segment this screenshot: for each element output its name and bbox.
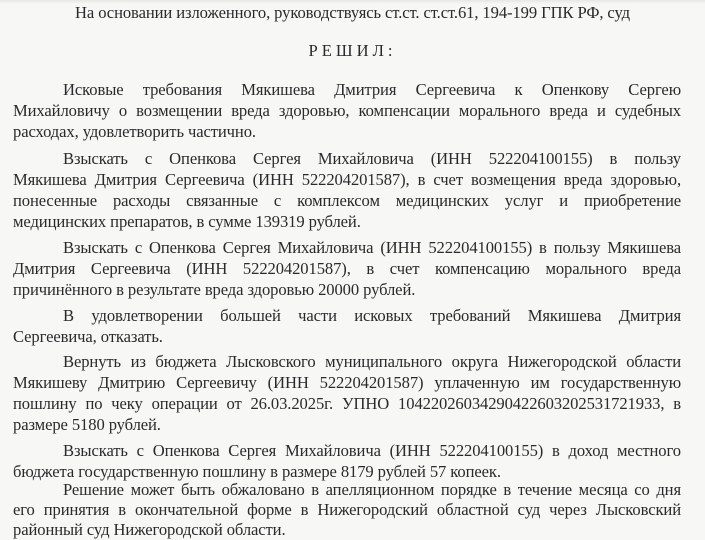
paragraph-4-line-1: В удовлетворении большей части исковых требований Мякишева Дмитрия (63, 306, 681, 325)
paragraph-5-line-1: Вернуть из бюджета Лысковского муниципального округа Нижегородской области (63, 352, 681, 371)
paragraph-2-line-4: медицинских препаратов, в сумме 139319 рублей. (13, 212, 361, 231)
paragraph-6-line-2: бюджета государственную пошлину в размере 8179 рублей 57 копеек. (13, 462, 501, 481)
paragraph-5-line-2: Мякишеву Дмитрию Сергеевичу (ИНН 522204201587) уплаченную им государственную (13, 373, 681, 392)
paragraph-3-line-1: Взыскать с Опенкова Сергея Михайловича (ИНН 522204100155) в пользу Мякишева (63, 238, 681, 257)
intro-line: На основании изложенного, руководствуясь ст.ст. ст.ст.61, 194-199 ГПК РФ, суд (75, 3, 630, 22)
paragraph-3-line-2: Дмитрия Сергеевича (ИНН 522204201587), в счет компенсацию морального вреда (13, 259, 681, 278)
paragraph-3-line-3: причинённого в результате вреда здоровью 20000 рублей. (13, 280, 416, 299)
paragraph-5-line-3: пошлину по чеку операции от 26.03.2025г. УПНО 10422026034290422603202531721933, в (13, 394, 681, 413)
decision-heading: РЕШИЛ: (308, 41, 397, 60)
paragraph-2-line-2: Мякишева Дмитрия Сергеевича (ИНН 522204201587), в счет возмещения вреда здоровью, (13, 170, 681, 189)
paragraph-7-line-3: районный суд Нижегородской области. (13, 520, 286, 539)
paragraph-2-line-1: Взыскать с Опенкова Сергея Михайловича (ИНН 522204100155) в пользу (63, 149, 681, 168)
paragraph-2-line-3: понесенные расходы связанные с комплексом медицинских услуг и приобретение (13, 191, 681, 210)
paragraph-7-line-2: его принятия в окончательной форме в Нижегородский областной суд через Лысковский (13, 500, 681, 519)
paragraph-6-line-1: Взыскать с Опенкова Сергея Михайловича (ИНН 522204100155) в доход местного (63, 441, 681, 460)
paragraph-7-line-1: Решение может быть обжаловано в апелляционном порядке в течение месяца со дня (63, 480, 681, 499)
paragraph-4-line-2: Сергеевича, отказать. (13, 327, 163, 346)
paragraph-5-line-4: размере 5180 рублей. (13, 415, 161, 434)
paragraph-1-line-1: Исковые требования Мякишева Дмитрия Сергеевича к Опенкову Сергею (63, 80, 681, 99)
paragraph-1-line-2: Михайловичу о возмещении вреда здоровью, компенсации морального вреда и судебных (13, 101, 681, 120)
paragraph-1-line-3: расходах, удовлетворить частично. (13, 122, 256, 141)
